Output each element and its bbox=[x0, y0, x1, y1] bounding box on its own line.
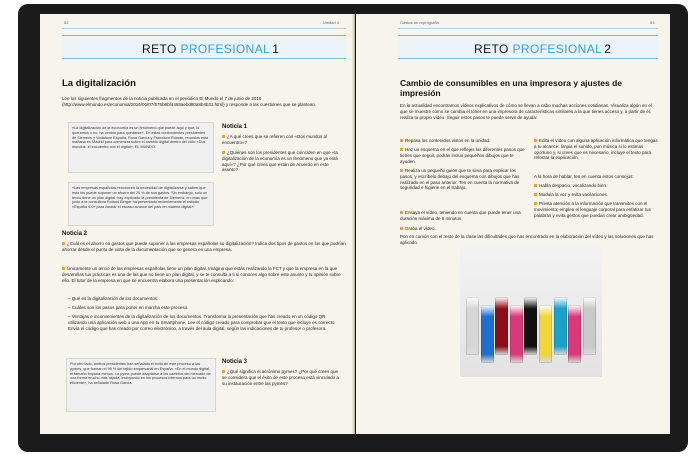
bullet-icon bbox=[222, 135, 225, 138]
tip-3-text: Presta atención a la información que transmites con el movimiento; emplea el lenguaje corporal para enfatizar tus palabras y evita gestos que puedan crear ambigüedad. bbox=[534, 201, 651, 218]
step-6 bbox=[534, 138, 658, 161]
step-1-text: Repasa los contenidos vistos en la unidad. bbox=[405, 138, 491, 143]
left-title: La digitalización bbox=[62, 78, 136, 89]
quote-noticia-2: «Las empresas españolas reconocen la necesidad de digitalizarse y saben que esto les puede suponer un ahorro del 20 % de sus gastos. Sin embargo, solo un tercio tiene un plan digital, hay explicado la presidenta de Siemens, en unas que junto a la consultora Roland Berger ha presentado recientemente el estudio «España 4.0» para ilustrar el escaso avance del país en materia digital». bbox=[68, 182, 214, 226]
right-runhead-section: Gastos de reprografía bbox=[400, 20, 439, 25]
ink-cartridge bbox=[524, 297, 537, 355]
noticia-3-title: Noticia 3 bbox=[222, 359, 248, 365]
right-title: Cambio de consumibles en una impresora y ajustes de impresión bbox=[400, 78, 623, 98]
right-banner-word-reto: RETO bbox=[474, 42, 513, 56]
ink-cartridge bbox=[466, 297, 479, 355]
bullet-icon bbox=[222, 370, 225, 373]
noticia-1-q2 bbox=[222, 150, 344, 173]
bullet-icon bbox=[400, 211, 403, 214]
noticia-2-q2-text: Únicamente un tercio de las empresas españolas tiene un plan digital. Imagina que estás realizando la FCT y que la empresa en la que desarrollas tus prácticas es una de las que no tiene un plan digital, y se te consulta a ti si conoces algo sobre este asunto y tu opinión sobre ello. El tutor de la empresa en que se encuentra elabora una presentación explicando: bbox=[62, 266, 341, 283]
tips-intro: A la hora de hablar, ten en cuenta estos consejos: bbox=[534, 174, 634, 179]
left-runhead-rule bbox=[62, 28, 346, 29]
bullet-icon bbox=[534, 193, 537, 196]
step-1 bbox=[400, 138, 526, 144]
step-5 bbox=[400, 226, 526, 232]
step-3 bbox=[400, 168, 526, 191]
noticia-2-sub2: – Cuáles son los pasos para poner en marcha este proceso. bbox=[68, 305, 189, 310]
tip-1 bbox=[534, 183, 658, 189]
ink-cartridge bbox=[554, 297, 567, 355]
bullet-icon bbox=[400, 169, 403, 172]
ink-cartridge bbox=[510, 305, 523, 363]
noticia-2-q1 bbox=[62, 241, 346, 253]
noticia-2-title: Noticia 2 bbox=[62, 231, 88, 237]
bullet-icon bbox=[534, 202, 537, 205]
ink-cartridge bbox=[539, 305, 552, 363]
bullet-icon bbox=[534, 139, 537, 142]
tip-1-text: Habla despacio, vocalizando bien. bbox=[539, 183, 608, 188]
step-2-text: Haz un esquema en el que reflejes los diferentes pasos que tienes que seguir, podrás incluir pequeños dibujos que te ayuden. bbox=[400, 147, 525, 164]
noticia-2-sub3: – Ventajas e inconvenientes de la digitalización de los documentos. Transforma la presentación que has creado en un código QR utilizando una aplicación web o una App en tu Smartphone. Lee el código creado para comprobar que el texto que incluye es correcto. Envía el código que has creado por correo electrónico, a través del aula digital, según las indicaciones de tu profesor o profesora. bbox=[68, 314, 336, 331]
ink-cartridge bbox=[481, 305, 494, 363]
ink-cartridges-photo bbox=[460, 245, 602, 377]
step-2 bbox=[400, 147, 526, 164]
right-closing: Pon en común con el resto de la clase las dificultades que has encontrado en la elaboración del vídeo y las soluciones que has aplicado. bbox=[400, 234, 654, 245]
ink-cartridge bbox=[568, 305, 581, 363]
left-banner-word-reto: RETO bbox=[142, 42, 181, 56]
right-runhead-rule bbox=[398, 28, 658, 29]
step-5-text: Graba el vídeo. bbox=[405, 226, 436, 231]
bullet-icon bbox=[534, 184, 537, 187]
noticia-1-q1 bbox=[222, 134, 344, 146]
left-banner-title bbox=[142, 42, 279, 56]
noticia-2-sub1: – Qué es la digitalización de los documentos. bbox=[68, 296, 159, 301]
step-3-text: Realiza un pequeño guion que te sirva para explicar los pasos, y escríbelo debajo del esquema con dibujos que has realizado en el paso anterior. Ten en cuenta la normativa de seguridad e higiene en el trabajo. bbox=[400, 168, 520, 191]
step-6-text: Edita el vídeo con alguna aplicación informática que tengas a tu alcance: limpia el sonido, pon música si lo estimas oportuno y, si crees que es necesario, incluye el texto para reforzar la explicación. bbox=[534, 138, 658, 161]
right-banner-number: 2 bbox=[604, 42, 612, 56]
tip-2-text: Modula la voz y evita vacilaciones. bbox=[539, 192, 609, 197]
bullet-icon bbox=[400, 139, 403, 142]
right-banner-word-profesional: PROFESIONAL bbox=[512, 42, 603, 56]
right-runhead-page: 53 bbox=[650, 20, 655, 25]
bullet-icon bbox=[222, 151, 225, 154]
quote-noticia-1: «La digitalización de la economía es un fenómeno que puede aquí y que, lo queramos o no, ha venido para quedarse». En estas contundentes presidentes de Siemens y Vodafone España, Rosa García y Francisco Román, reunidos esta mañana en Madrid para comenzar sobre el cambio digital dentro del ciclo «Dos mundos: el encuentro con el digital», EL MUNDO. bbox=[68, 122, 214, 173]
noticia-3-q1 bbox=[222, 369, 344, 386]
step-4 bbox=[400, 210, 526, 222]
noticia-1-q1-text: ¿A qué crees que se refieren con «Dos mundos al encuentro»? bbox=[222, 134, 328, 145]
quote-noticia-3: Por otro lado, ambos presidentes han señalado el éxito de este proceso a las pymes, que forman el 99 % del tejido empresarial en España. «En el mundo digital, el tamaño importa menos. La pyme puede adaptarse a los cambios del mercado de una forma mucho más rápida, incluyendo en los procesos internos para un modo eficiente», ha señalado Rosa García. bbox=[66, 358, 216, 412]
ink-cartridge bbox=[495, 297, 508, 355]
noticia-3-q1-text: ¿Qué significa el acrónimo pymes? ¿Por qué crees que se considera que el éxito de este proceso está vinculado a su instauración entre las pymes? bbox=[222, 369, 339, 386]
tip-2 bbox=[534, 192, 658, 198]
step-4-text: Ensaya el vídeo, teniendo en cuenta que puede tener una duración máxima de 6 minutos. bbox=[400, 210, 521, 221]
right-banner-title bbox=[474, 42, 611, 56]
bullet-icon bbox=[400, 227, 403, 230]
right-intro: En la actualidad encontramos vídeos explicativos de cómo se llevan a cabo muchas acciones cotidianas. Visualiza algún en el que se muestre cómo se cambia el tóner en una impresora de características similares a la que tienes acceso y, a partir de él, realiza tu propio vídeo. Seguir estos pasos te puede servir de ayuda: bbox=[400, 103, 652, 120]
ink-cartridge bbox=[583, 297, 596, 355]
bullet-icon bbox=[400, 148, 403, 151]
left-runhead-section: Unidad 4 bbox=[323, 20, 340, 25]
left-intro: Lee los siguientes fragmentos de la noticia publicada en el periódico El Mundo el 7 de junio de 2016 (http://www.elmundo.es/economia/2016/06/07/575b9bf4468aebd80a8b4b31.html) y responde a las cuestiones que se plantean. bbox=[62, 96, 317, 107]
bullet-icon bbox=[62, 242, 65, 245]
left-banner-word-profesional: PROFESIONAL bbox=[180, 42, 271, 56]
noticia-1-title: Noticia 1 bbox=[222, 124, 248, 130]
noticia-2-q2 bbox=[62, 266, 346, 283]
bullet-icon bbox=[62, 267, 65, 270]
left-runhead-page: 52 bbox=[64, 20, 69, 25]
noticia-2-q1-text: ¿Cuál es el ahorro en gastos que puede suponer a las empresas españolas su digitalización? Indica dos tipos de gastos en los que podrían ahorrar desde el punto de vista de la documentación que se genera en una empresa. bbox=[62, 241, 346, 252]
noticia-1-q2-text: ¿Quiénes son los presidentes que coinciden en que «la digitalización de la economía es un fenómeno que ya está aquí»? ¿Por qué crees que están de acuerdo en este asunto? bbox=[222, 150, 338, 173]
tip-3 bbox=[534, 201, 658, 218]
left-banner-number: 1 bbox=[272, 42, 280, 56]
